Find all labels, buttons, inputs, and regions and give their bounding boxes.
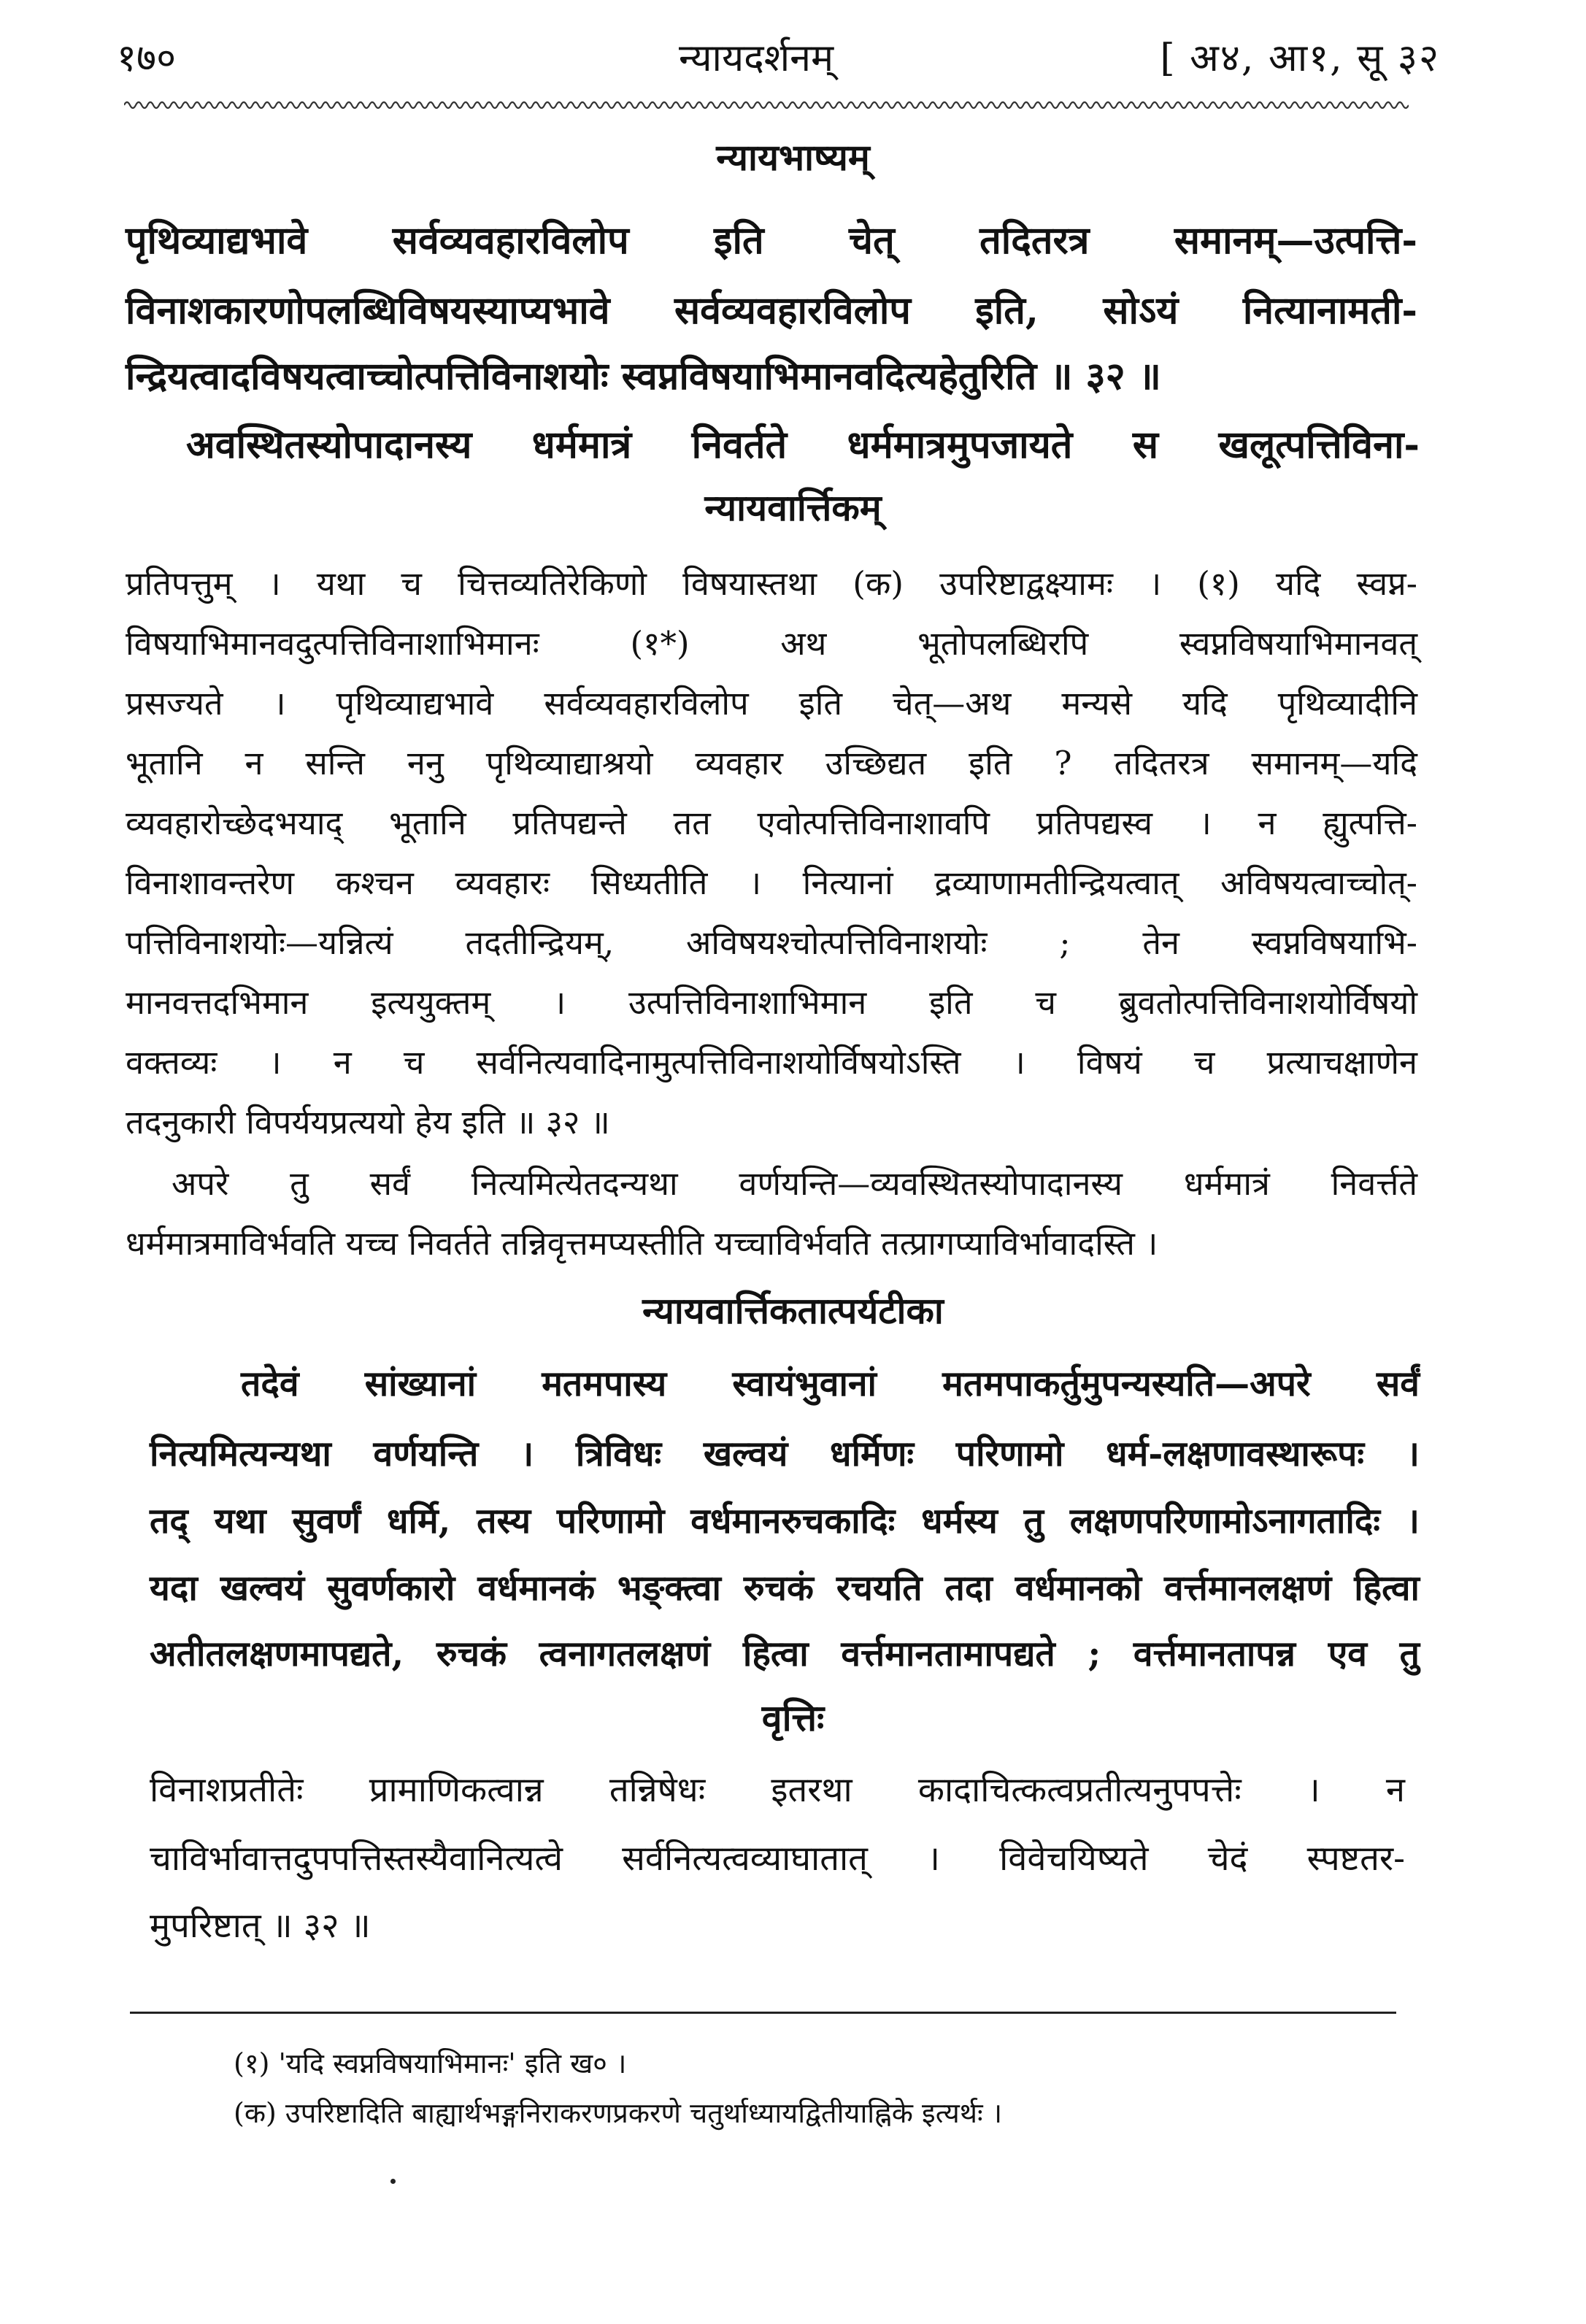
page-number: १७०	[117, 36, 177, 80]
vartika-line: पत्तिविनाशयोः—यन्नित्यं तदतीन्द्रियम्, अविषयश्चोत्पत्तिविनाशयोः ; तेन स्वप्नविषयाभि-	[126, 923, 1417, 962]
vartika-line: विनाशावन्तरेण कश्चन व्यवहारः सिध्यतीति । नित्यानां द्रव्याणामतीन्द्रियत्वात् अविषयत्वाच्चोत्-	[126, 863, 1417, 902]
section-title-bhashya: न्यायभाष्यम्	[716, 136, 870, 179]
vartika-line: वक्तव्यः । न च सर्वनित्यवादिनामुत्पत्तिविनाशयोर्विषयोऽस्ति । विषयं च प्रत्याचक्षाणेन	[126, 1043, 1417, 1082]
wavy-divider	[124, 96, 1409, 114]
tika-line: अतीतलक्षणमापद्यते, रुचकं त्वनागतलक्षणं हित्वा वर्त्तमानतामापद्यते ; वर्त्तमानतापन्न एव तु	[150, 1634, 1420, 1674]
vritti-line: मुपरिष्टात् ॥ ३२ ॥	[150, 1906, 371, 1946]
footnote: (१) 'यदि स्वप्नविषयाभिमानः' इति ख० ।	[234, 2047, 627, 2079]
bhashya-line: विनाशकारणोपलब्धिविषयस्याप्यभावे सर्वव्यवहारविलोप इति, सोऽयं नित्यानामती-	[126, 288, 1417, 333]
vritti-line: चाविर्भावात्तदुपपत्तिस्तस्यैवानित्यत्वे सर्वनित्यत्वव्याघातात् । विवेचयिष्यते चेदं स्पष्टतर-	[150, 1839, 1405, 1879]
chapter-reference: [ अ४, आ१, सू ३२	[1160, 36, 1440, 80]
vartika-line: तदनुकारी विपर्ययप्रत्ययो हेय इति ॥ ३२ ॥	[126, 1103, 610, 1142]
tika-line: यदा खल्वयं सुवर्णकारो वर्धमानकं भङ्क्त्वा रुचकं रचयति तदा वर्धमानको वर्त्तमानलक्षणं हित्वा	[150, 1568, 1420, 1609]
bhashya-sutra-line: अवस्थितस्योपादानस्य धर्ममात्रं निवर्तते धर्ममात्रमुपजायते स खलूत्पत्तिविना-	[186, 423, 1420, 467]
vartika-line: मानवत्तदभिमान इत्ययुक्तम् । उत्पत्तिविनाशाभिमान इति च ब्रुवतोत्पत्तिविनाशयोर्विषयो	[126, 983, 1417, 1022]
vartika-line: विषयाभिमानवदुत्पत्तिविनाशाभिमानः (१*) अथ भूतोपलब्धिरपि स्वप्नविषयाभिमानवत्	[126, 624, 1417, 663]
vartika-line: अपरे तु सर्वं नित्यमित्येतदन्यथा वर्णयन्ति—व्यवस्थितस्योपादानस्य धर्ममात्रं निवर्त्तते	[172, 1164, 1417, 1203]
tika-line: तद् यथा सुवर्णं धर्मि, तस्य परिणामो वर्धमानरुचकादिः धर्मस्य तु लक्षणपरिणामोऽनागतादिः ।	[150, 1501, 1420, 1542]
bhashya-line: न्द्रियत्वादविषयत्वाच्चोत्पत्तिविनाशयोः स्वप्नविषयाभिमानवदित्यहेतुरिति ॥ ३२ ॥	[126, 354, 1161, 399]
vartika-line: धर्ममात्रमाविर्भवति यच्च निवर्तते तन्निवृत्तमप्यस्तीति यच्चाविर्भवति तत्प्रागप्याविर्भावादस्ति ।	[126, 1224, 1158, 1263]
vritti-line: विनाशप्रतीतेः प्रामाणिकत्वान्न तन्निषेधः इतरथा कादाचित्कत्वप्रतीत्यनुपपत्तेः । न	[150, 1770, 1405, 1810]
vartika-line: भूतानि न सन्ति ननु पृथिव्याद्याश्रयो व्यवहार उच्छिद्यत इति ? तदितरत्र समानम्—यदि	[126, 744, 1417, 782]
section-title-vritti: वृत्तिः	[761, 1696, 825, 1739]
vartika-line: प्रसज्यते । पृथिव्याद्यभावे सर्वव्यवहारविलोप इति चेत्—अथ मन्यसे यदि पृथिव्यादीनि	[126, 684, 1417, 723]
running-title: न्यायदर्शनम्	[679, 36, 834, 80]
tika-line: नित्यमित्यन्यथा वर्णयन्ति । त्रिविधः खल्वयं धर्मिणः परिणामो धर्म-लक्षणावस्थारूपः ।	[150, 1434, 1420, 1474]
tika-line: तदेवं सांख्यानां मतमपास्य स्वायंभुवानां मतमपाकर्तुमुपन्यस्यति—अपरे सर्वं	[241, 1363, 1420, 1404]
bhashya-line: पृथिव्याद्यभावे सर्वव्यवहारविलोप इति चेत् तदितरत्र समानम्—उत्पत्ति-	[126, 218, 1417, 263]
vartika-line: व्यवहारोच्छेदभयाद् भूतानि प्रतिपद्यन्ते तत एवोत्पत्तिविनाशावपि प्रतिपद्यस्व । न ह्युत्पत्ति-	[126, 804, 1417, 842]
vartika-line: प्रतिपत्तुम् । यथा च चित्तव्यतिरेकिणो विषयास्तथा (क) उपरिष्टाद्वक्ष्यामः । (१) यदि स्वप्न-	[126, 564, 1417, 603]
section-title-vartika: न्यायवार्त्तिकम्	[704, 486, 882, 529]
footnote-rule	[130, 2012, 1396, 2014]
page-header	[117, 31, 1440, 89]
print-speck	[390, 2179, 396, 2184]
section-title-tika: न्यायवार्त्तिकतात्पर्यटीका	[642, 1289, 944, 1332]
footnote: (क) उपरिष्टादिति बाह्यार्थभङ्गनिराकरणप्रकरणे चतुर्थाध्यायद्वितीयाह्निके इत्यर्थः ।	[234, 2097, 1003, 2129]
